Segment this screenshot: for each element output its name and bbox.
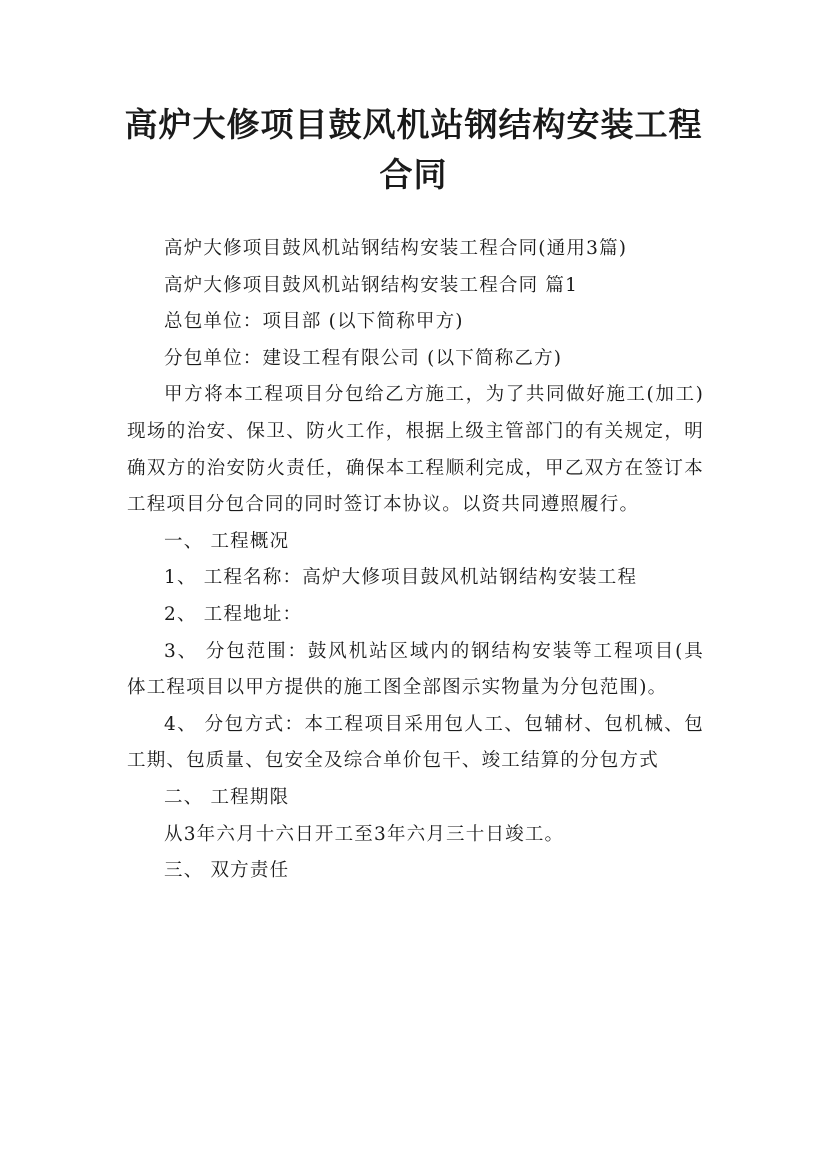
paragraph-subcontract-scope: 3、 分包范围：鼓风机站区域内的钢结构安装等工程项目(具体工程项目以甲方提供的施工图全部图示实物量为分包范围)。 <box>127 640 704 699</box>
paragraph-project-name: 1、 工程名称：高炉大修项目鼓风机站钢结构安装工程 <box>164 567 638 589</box>
document-title: 高炉大修项目鼓风机站钢结构安装工程合同 <box>124 105 703 194</box>
paragraph-subcontractor: 分包单位：建设工程有限公司 (以下简称乙方) <box>164 347 563 369</box>
paragraph-series-heading: 高炉大修项目鼓风机站钢结构安装工程合同(通用3篇) <box>164 238 628 259</box>
paragraph-article-heading: 高炉大修项目鼓风机站钢结构安装工程合同 篇1 <box>164 274 579 296</box>
section-heading-project-overview: 一、 工程概况 <box>164 530 290 552</box>
paragraph-agreement-intro: 甲方将本工程项目分包给乙方施工，为了共同做好施工(加工)现场的治安、保卫、防火工作，根据上级主管部门的有关规定，明确双方的治安防火责任，确保本工程顺利完成，甲乙双方在签订本工程项目分包合同的同时签订本协议。以资共同遵照履行。 <box>127 384 704 516</box>
paragraph-general-contractor: 总包单位：项目部 (以下简称甲方) <box>164 311 464 333</box>
paragraph-project-address: 2、 工程地址： <box>164 603 303 625</box>
paragraph-subcontract-method: 4、 分包方式：本工程项目采用包人工、包辅材、包机械、包工期、包质量、包安全及综合单价包干、竣工结算的分包方式 <box>127 713 704 772</box>
section-heading-project-period: 二、 工程期限 <box>164 786 290 808</box>
document-body <box>127 231 704 890</box>
section-heading-responsibilities: 三、 双方责任 <box>164 860 290 882</box>
paragraph-project-dates: 从3年六月十六日开工至3年六月三十日竣工。 <box>164 823 565 845</box>
